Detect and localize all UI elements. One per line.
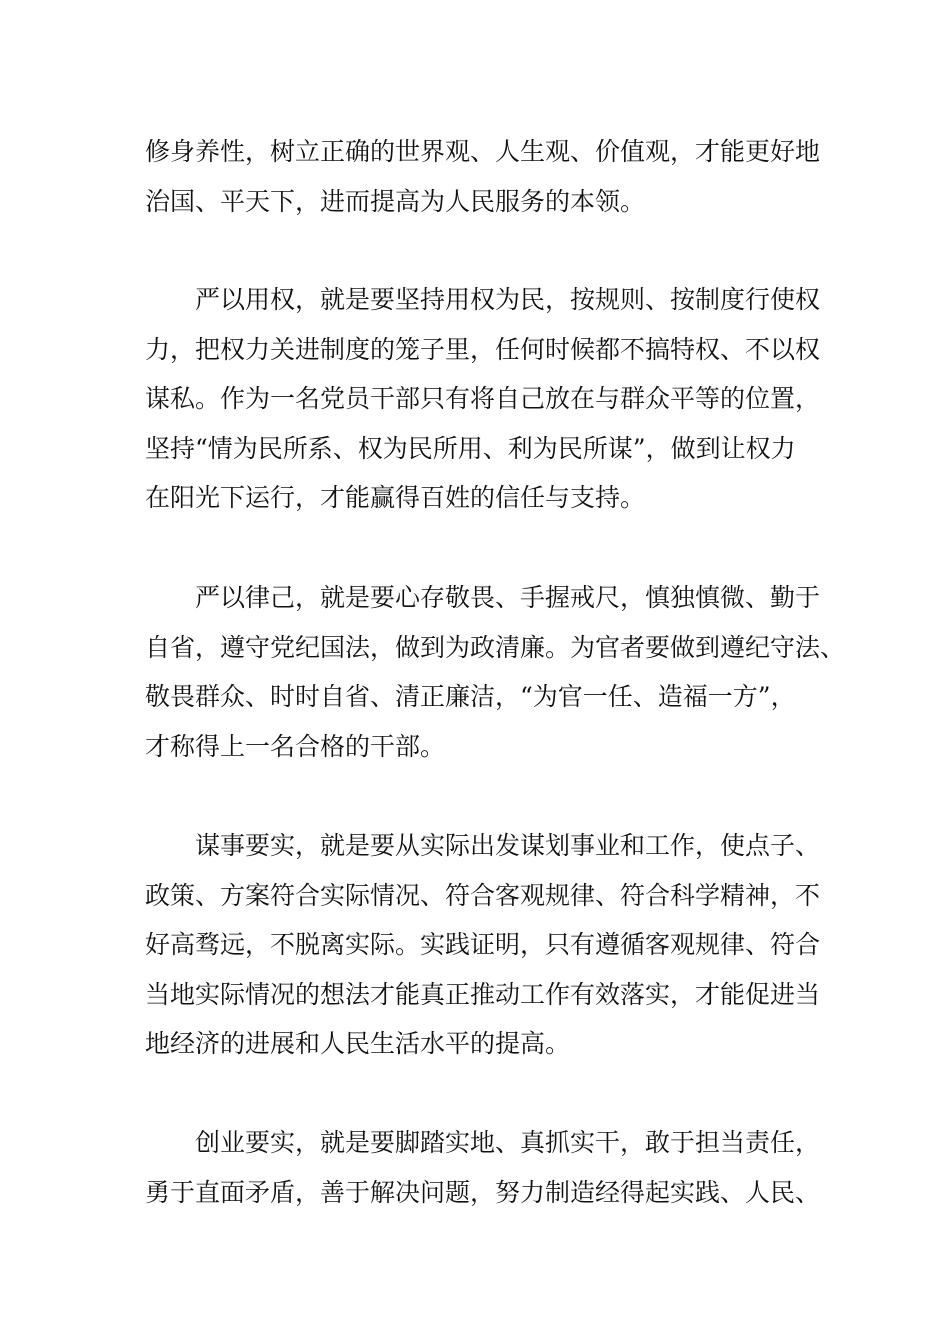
paragraph-line: 自省，遵守党纪国法，做到为政清廉。为官者要做到遵纪守法、 [145,632,846,662]
paragraph-line: 创业要实，就是要脚踏实地、真抓实干，敢于担当责任， [195,1128,821,1157]
paragraph-line: 力，把权力关进制度的笼子里，任何时候都不搞特权、不以权 [145,334,821,364]
paragraph-line: 严以律己，就是要心存敬畏、手握戒尺，慎独慎微、勤于 [195,583,821,612]
paragraph-line: 地经济的进展和人民生活水平的提高。 [145,1029,571,1058]
paragraph-1 [145,127,845,226]
paragraph-2 [145,275,845,523]
paragraph-3 [145,573,845,771]
paragraph-line: 治国、平天下，进而提高为人民服务的本领。 [145,186,646,216]
paragraph-line: 当地实际情况的想法才能真正推动工作有效落实，才能促进当 [145,979,821,1009]
paragraph-line: 好高骛远，不脱离实际。实践证明，只有遵循客观规律、符合 [145,930,821,959]
paragraph-line: 在阳光下运行，才能赢得百姓的信任与支持。 [145,483,646,512]
paragraph-line: 谋私。作为一名党员干部只有将自己放在与群众平等的位置， [145,384,821,413]
paragraph-line: 才称得上一名合格的干部。 [145,731,446,761]
paragraph-5 [145,1118,845,1217]
paragraph-line: 严以用权，就是要坚持用权为民，按规则、按制度行使权 [195,285,821,314]
paragraph-line: 政策、方案符合实际情况、符合客观规律、符合科学精神，不 [145,880,821,910]
paragraph-line: 谋事要实，就是要从实际出发谋划事业和工作，使点子、 [195,831,821,860]
paragraph-line: 勇于直面矛盾，善于解决问题，努力制造经得起实践、人民、 [145,1177,821,1207]
paragraph-line: 修身养性，树立正确的世界观、人生观、价值观，才能更好地 [145,137,821,166]
paragraph-line: 敬畏群众、时时自省、清正廉洁，“为官一任、造福一方”， [145,682,796,711]
paragraph-line: 坚持“情为民所系、权为民所用、利为民所谋”，做到让权力 [145,433,796,463]
paragraph-4 [145,821,845,1069]
